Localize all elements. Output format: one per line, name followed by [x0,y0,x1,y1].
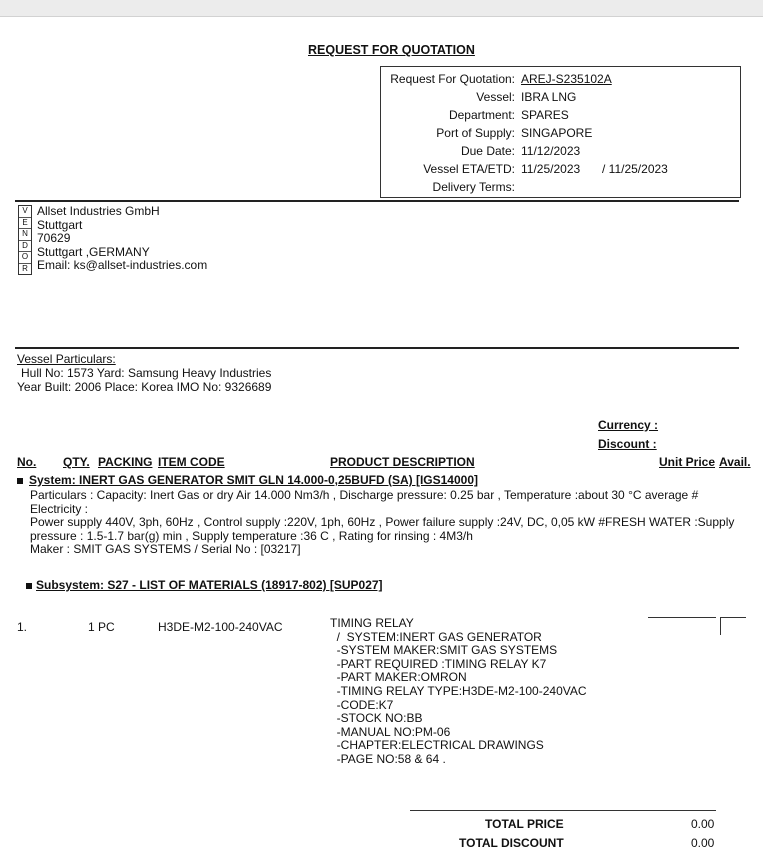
item-description-line: -CHAPTER:ELECTRICAL DRAWINGS [330,738,544,753]
vessel-year-place: Year Built: 2006 Place: Korea IMO No: 9326689 [17,380,272,394]
vendor-tag-letter: E [19,218,31,230]
vendor-address-line: Stuttgart ,GERMANY [37,244,150,259]
item-description-line: -TIMING RELAY TYPE:H3DE-M2-100-240VAC [330,683,587,698]
vendor-address-line: Email: ks@allset-industries.com [37,258,208,272]
avail-input-border [720,617,721,635]
col-packing: PACKING [98,455,153,469]
vendor-tag-letter: O [19,252,31,264]
system-particulars-line2: Power supply 440V, 3ph, 60Hz , Control supply :220V, 1ph, 60Hz , Power failure supply :24V, DC, 0,05 kW #FRESH WATER :Supply pressure : 1.5-1.7 bar(g) min , Supply temperature :36 C , Rating for rinsing : 4M3/h [30,515,735,543]
item-description-line: TIMING RELAY [330,616,414,630]
rfq-field-value: 11/25/2023 [521,162,581,176]
item-description-line: -PART REQUIRED :TIMING RELAY K7 [330,656,547,671]
total-price-value: 0.00 [691,817,715,831]
item-no: 1. [17,620,28,634]
rfq-field-row [381,72,740,90]
vessel-divider [15,347,739,349]
vessel-hull-yard: Hull No: 1573 Yard: Samsung Heavy Industries [21,366,272,380]
item-description-line: -CODE:K7 [330,697,394,712]
unit-price-input[interactable] [648,617,716,618]
total-price-label: TOTAL PRICE [485,817,564,831]
avail-input[interactable] [720,617,746,618]
col-item-code: ITEM CODE [158,455,225,469]
viewer-top-bar [0,0,763,17]
rfq-field-label: Vessel ETA/ETD: [423,162,515,176]
vendor-tag [18,205,32,275]
item-description-line: -PAGE NO:58 & 64 . [330,751,446,766]
vendor-address [37,205,207,273]
rfq-field-value: SPARES [521,108,569,122]
vendor-tag-letter: R [22,263,28,273]
rfq-field-row [381,144,740,162]
rfq-field-label: Department: [448,108,515,122]
rfq-field-value: SINGAPORE [521,126,593,140]
rfq-info-box [380,66,741,198]
vendor-address-line: Allset Industries GmbH [37,204,160,218]
col-product-description: PRODUCT DESCRIPTION [330,455,475,469]
item-code: H3DE-M2-100-240VAC [158,620,283,634]
item-description [330,617,587,767]
system-heading-row [17,473,478,487]
vendor-tag-letter: D [19,241,31,253]
rfq-field-label: Delivery Terms: [432,180,515,194]
item-description-line: -STOCK NO:BB [330,711,423,726]
rfq-field-row [381,108,740,126]
rfq-field-value: IBRA LNG [521,90,577,104]
rfq-field-label: Request For Quotation: [390,72,515,86]
system-maker: Maker : SMIT GAS SYSTEMS / Serial No : [03217] [30,542,301,556]
item-description-line: / SYSTEM:INERT GAS GENERATOR [330,629,542,644]
subsystem-heading-row [26,578,383,592]
bullet-icon [26,583,32,589]
totals-divider [410,810,716,811]
rfq-field-value-secondary: / 11/25/2023 [602,162,668,176]
col-avail: Avail. [719,455,751,469]
rfq-field-row [381,90,740,108]
page-title: REQUEST FOR QUOTATION [308,43,475,57]
discount-label: Discount : [598,437,657,451]
vendor-tag-letter: N [19,229,31,241]
col-qty: QTY. [63,455,90,469]
system-particulars-line1: Particulars : Capacity: Inert Gas or dry Air 14.000 Nm3/h , Discharge pressure: 0.25 bar , Temperature :about 30 °C average # Electricity : [30,488,699,516]
item-qty: 1 PC [88,620,115,634]
rfq-field-label: Port of Supply: [436,126,515,140]
subsystem-heading: Subsystem: S27 - LIST OF MATERIALS (18917-802) [SUP027] [36,578,383,592]
item-description-line: -SYSTEM MAKER:SMIT GAS SYSTEMS [330,643,558,658]
rfq-field-row [381,180,740,198]
col-no: No. [17,455,37,469]
rfq-field-value: 11/12/2023 [521,144,581,158]
rfq-field-label: Due Date: [460,144,515,158]
vendor-address-line: 70629 [37,231,71,245]
rfq-number-link[interactable]: AREJ-S235102A [521,72,612,86]
col-unit-price: Unit Price [659,455,716,469]
rfq-field-row [381,126,740,144]
vendor-address-line: Stuttgart [37,217,83,232]
system-particulars [30,489,750,557]
item-description-line: -MANUAL NO:PM-06 [330,724,451,739]
vendor-top-divider [15,200,739,202]
vessel-particulars-heading: Vessel Particulars: [17,352,116,366]
total-discount-value: 0.00 [691,836,715,850]
item-description-line: -PART MAKER:OMRON [330,670,467,685]
system-heading: System: INERT GAS GENERATOR SMIT GLN 14.000-0,25BUFD (SA) [IGS14000] [29,473,478,487]
rfq-field-row [381,162,740,180]
total-discount-label: TOTAL DISCOUNT [459,836,564,850]
vendor-tag-letter: V [19,206,31,218]
currency-label: Currency : [598,418,659,432]
bullet-icon [17,478,23,484]
rfq-field-label: Vessel: [476,90,515,104]
